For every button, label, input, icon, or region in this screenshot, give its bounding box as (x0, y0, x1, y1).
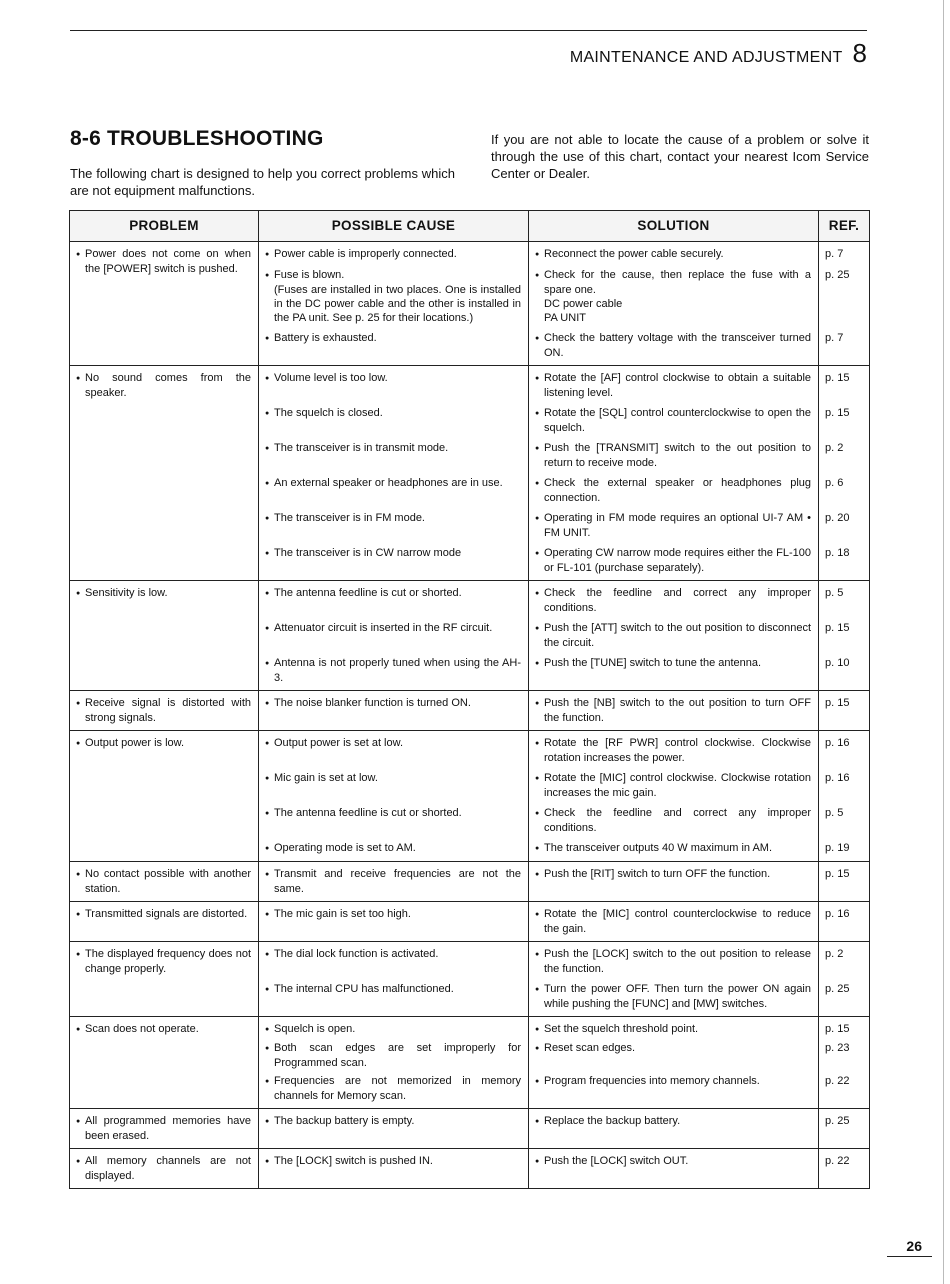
ref-entry (825, 1041, 865, 1070)
cause-text: ● The internal CPU has malfunctioned. (265, 982, 521, 997)
solution-entry (535, 656, 811, 685)
cause-cell (259, 1149, 529, 1189)
cause-text: ● The transceiver is in transmit mode. (265, 441, 521, 456)
problem-text: ● All programmed memories have been erased. (76, 1114, 251, 1143)
ref-text: p. 5 (825, 587, 844, 599)
solution-text: ● Rotate the [SQL] control counterclockwise to open the squelch. (535, 406, 811, 435)
cause-text: ● Transmit and receive frequencies are not the same. (265, 867, 521, 896)
solution-text: ● Push the [LOCK] switch to the out position to release the function. (535, 947, 811, 976)
ref-entry (825, 736, 865, 765)
cause-text: ● The backup battery is empty. (265, 1114, 521, 1129)
problem-text: ● Receive signal is distorted with strong signals. (76, 696, 251, 725)
cause-cell (259, 1109, 529, 1149)
solution-entry (535, 406, 811, 435)
solution-text: ● Reset scan edges. (535, 1041, 811, 1056)
solution-text: ● Check the external speaker or headphones plug connection. (535, 476, 811, 505)
ref-entry (825, 771, 865, 800)
solution-entry (535, 696, 811, 725)
solution-entry (535, 586, 811, 615)
solution-text: ● Replace the backup battery. (535, 1114, 811, 1129)
section-title: 8-6 TROUBLESHOOTING (70, 127, 324, 150)
ref-entry (825, 371, 865, 400)
problem-cell (70, 581, 259, 691)
header-ref: REF. (819, 211, 870, 242)
ref-cell (819, 1109, 870, 1149)
problem-cell (70, 862, 259, 902)
solution-cell (529, 902, 819, 942)
ref-text: p. 25 (825, 269, 850, 281)
ref-text: p. 15 (825, 407, 850, 419)
cause-entry (265, 1074, 521, 1103)
problem-cell (70, 1109, 259, 1149)
solution-entry (535, 867, 811, 896)
cause-entry (265, 1114, 521, 1129)
problem-cell (70, 942, 259, 1017)
solution-text: ● Check for the cause, then replace the fuse with a spare one. DC power cable PA UNIT (535, 268, 811, 325)
header-problem: PROBLEM (70, 211, 259, 242)
page-number-rule (887, 1256, 932, 1257)
service-note-paragraph: If you are not able to locate the cause of a problem or solve it through the use of this chart, contact your nearest Icom Service Center or Dealer. (491, 132, 869, 181)
ref-entry (825, 1154, 865, 1169)
cause-text: ● The dial lock function is activated. (265, 947, 521, 962)
ref-cell (819, 862, 870, 902)
chapter-header (570, 38, 867, 69)
cause-entry (265, 736, 521, 765)
solution-text: ● Push the [LOCK] switch OUT. (535, 1154, 811, 1169)
solution-text: ● Operating in FM mode requires an optional UI-7 AM • FM UNIT. (535, 511, 811, 540)
ref-cell (819, 731, 870, 862)
solution-entry (535, 371, 811, 400)
ref-entry (825, 247, 865, 262)
ref-entry (825, 268, 865, 325)
ref-entry (825, 586, 865, 615)
cause-entry (265, 546, 521, 575)
intro-paragraph: The following chart is designed to help you correct problems which are not equipment malfunctions. (70, 166, 455, 198)
solution-entry (535, 546, 811, 575)
cause-entry (265, 841, 521, 856)
solution-entry (535, 841, 811, 856)
solution-cell (529, 1149, 819, 1189)
ref-entry (825, 511, 865, 540)
cause-entry (265, 331, 521, 360)
table-row (70, 1149, 870, 1189)
table-row (70, 366, 870, 581)
ref-text: p. 16 (825, 772, 850, 784)
table-row (70, 581, 870, 691)
solution-text: ● Push the [ATT] switch to the out position to disconnect the circuit. (535, 621, 811, 650)
problem-cell (70, 691, 259, 731)
solution-cell (529, 731, 819, 862)
ref-entry (825, 476, 865, 505)
solution-text: ● Set the squelch threshold point. (535, 1022, 811, 1037)
cause-text: ● The noise blanker function is turned ON. (265, 696, 521, 711)
ref-text: p. 2 (825, 442, 844, 454)
cause-text: ● Antenna is not properly tuned when using the AH-3. (265, 656, 521, 685)
ref-entry (825, 546, 865, 575)
ref-entry (825, 982, 865, 1011)
solution-text: ● Rotate the [MIC] control clockwise. Clockwise rotation increases the mic gain. (535, 771, 811, 800)
cause-text: ● The [LOCK] switch is pushed IN. (265, 1154, 521, 1169)
solution-entry (535, 247, 811, 262)
ref-text: p. 23 (825, 1042, 850, 1054)
cause-text: ● Frequencies are not memorized in memory channels for Memory scan. (265, 1074, 521, 1103)
ref-text: p. 7 (825, 248, 844, 260)
ref-text: p. 16 (825, 737, 850, 749)
cause-text: ● An external speaker or headphones are in use. (265, 476, 521, 491)
solution-entry (535, 1041, 811, 1070)
troubleshooting-table (69, 210, 870, 1189)
problem-cell (70, 1149, 259, 1189)
ref-text: p. 18 (825, 547, 850, 559)
solution-entry (535, 621, 811, 650)
solution-entry (535, 1074, 811, 1103)
ref-text: p. 19 (825, 842, 850, 854)
chapter-title: MAINTENANCE AND ADJUSTMENT (569, 49, 843, 66)
ref-text: p. 22 (825, 1155, 850, 1167)
solution-entry (535, 806, 811, 835)
ref-entry (825, 441, 865, 470)
cause-entry (265, 696, 521, 725)
ref-text: p. 22 (825, 1075, 850, 1087)
top-rule (70, 30, 867, 31)
cause-text: ● Attenuator circuit is inserted in the RF circuit. (265, 621, 521, 636)
problem-cell (70, 242, 259, 366)
cause-cell (259, 1017, 529, 1109)
ref-text: p. 25 (825, 983, 850, 995)
solution-cell (529, 691, 819, 731)
solution-entry (535, 947, 811, 976)
cause-cell (259, 862, 529, 902)
problem-text: ● Power does not come on when the [POWER] switch is pushed. (76, 247, 251, 276)
cause-entry (265, 806, 521, 835)
solution-entry (535, 736, 811, 765)
cause-entry (265, 867, 521, 896)
ref-entry (825, 907, 865, 936)
ref-entry (825, 806, 865, 835)
problem-text: ● All memory channels are not displayed. (76, 1154, 251, 1183)
problem-text: ● Output power is low. (76, 736, 251, 751)
cause-entry (265, 441, 521, 470)
solution-text: ● Rotate the [MIC] control counterclockwise to reduce the gain. (535, 907, 811, 936)
cause-text: ● Squelch is open. (265, 1022, 521, 1037)
solution-text: ● Check the feedline and correct any improper conditions. (535, 586, 811, 615)
ref-text: p. 20 (825, 512, 850, 524)
solution-text: ● Push the [NB] switch to the out position to turn OFF the function. (535, 696, 811, 725)
problem-text: ● Transmitted signals are distorted. (76, 907, 251, 922)
table-body (70, 242, 870, 1189)
solution-text: ● Operating CW narrow mode requires either the FL-100 or FL-101 (purchase separately). (535, 546, 811, 575)
table-row (70, 902, 870, 942)
ref-text: p. 25 (825, 1115, 850, 1127)
solution-entry (535, 511, 811, 540)
table-row (70, 942, 870, 1017)
cause-entry (265, 511, 521, 540)
cause-entry (265, 947, 521, 976)
ref-text: p. 6 (825, 477, 844, 489)
solution-entry (535, 1154, 811, 1169)
problem-text: ● No sound comes from the speaker. (76, 371, 251, 400)
ref-cell (819, 581, 870, 691)
cause-cell (259, 242, 529, 366)
problem-text: ● Sensitivity is low. (76, 586, 251, 601)
solution-text: ● Check the feedline and correct any improper conditions. (535, 806, 811, 835)
solution-text: ● Rotate the [AF] control clockwise to obtain a suitable listening level. (535, 371, 811, 400)
ref-entry (825, 1022, 865, 1037)
solution-cell (529, 862, 819, 902)
ref-cell (819, 1017, 870, 1109)
cause-text: ● The transceiver is in CW narrow mode (265, 546, 521, 561)
page-edge-line (943, 0, 944, 1284)
ref-cell (819, 242, 870, 366)
ref-cell (819, 942, 870, 1017)
solution-entry (535, 1022, 811, 1037)
solution-entry (535, 771, 811, 800)
ref-entry (825, 841, 865, 856)
ref-text: p. 16 (825, 908, 850, 920)
solution-entry (535, 1114, 811, 1129)
cause-text: ● The squelch is closed. (265, 406, 521, 421)
solution-text: ● Program frequencies into memory channels. (535, 1074, 811, 1089)
cause-entry (265, 656, 521, 685)
solution-text: ● Rotate the [RF PWR] control clockwise. Clockwise rotation increases the power. (535, 736, 811, 765)
solution-entry (535, 907, 811, 936)
ref-text: p. 15 (825, 697, 850, 709)
cause-entry (265, 476, 521, 505)
ref-text: p. 15 (825, 868, 850, 880)
cause-text: ● Volume level is too low. (265, 371, 521, 386)
solution-entry (535, 476, 811, 505)
solution-text: ● Turn the power OFF. Then turn the power ON again while pushing the [FUNC] and [MW] switches. (535, 982, 811, 1011)
ref-entry (825, 696, 865, 725)
problem-text: ● The displayed frequency does not change properly. (76, 947, 251, 976)
solution-cell (529, 1109, 819, 1149)
cause-entry (265, 1154, 521, 1169)
cause-entry (265, 586, 521, 615)
ref-entry (825, 1114, 865, 1129)
cause-text: ● Battery is exhausted. (265, 331, 521, 346)
cause-entry (265, 1041, 521, 1070)
problem-text: ● Scan does not operate. (76, 1022, 251, 1037)
cause-entry (265, 1022, 521, 1037)
cause-entry (265, 371, 521, 400)
table-row (70, 731, 870, 862)
ref-cell (819, 691, 870, 731)
solution-cell (529, 366, 819, 581)
table-row (70, 1109, 870, 1149)
ref-entry (825, 331, 865, 360)
cause-text: ● Power cable is improperly connected. (265, 247, 521, 262)
problem-cell (70, 366, 259, 581)
ref-entry (825, 406, 865, 435)
solution-entry (535, 331, 811, 360)
cause-cell (259, 902, 529, 942)
cause-text: ● The antenna feedline is cut or shorted. (265, 806, 521, 821)
table-row (70, 1017, 870, 1109)
ref-text: p. 15 (825, 1023, 850, 1035)
cause-text: ● The transceiver is in FM mode. (265, 511, 521, 526)
table-row (70, 242, 870, 366)
ref-entry (825, 656, 865, 685)
cause-cell (259, 691, 529, 731)
cause-entry (265, 982, 521, 1011)
ref-text: p. 2 (825, 948, 844, 960)
page-number: 26 (906, 1238, 922, 1254)
cause-text: ● Mic gain is set at low. (265, 771, 521, 786)
problem-cell (70, 731, 259, 862)
cause-cell (259, 581, 529, 691)
cause-entry (265, 406, 521, 435)
table-row (70, 862, 870, 902)
solution-text: ● The transceiver outputs 40 W maximum in AM. (535, 841, 811, 856)
ref-entry (825, 867, 865, 896)
ref-text: p. 5 (825, 807, 844, 819)
cause-cell (259, 366, 529, 581)
solution-text: ● Check the battery voltage with the transceiver turned ON. (535, 331, 811, 360)
cause-text: ● Fuse is blown. (Fuses are installed in two places. One is installed in the DC power cable and the other is installed in the PA unit. See p. 25 for their locations.) (265, 268, 521, 325)
ref-entry (825, 621, 865, 650)
ref-cell (819, 366, 870, 581)
ref-entry (825, 1074, 865, 1103)
ref-text: p. 15 (825, 622, 850, 634)
solution-entry (535, 982, 811, 1011)
problem-cell (70, 1017, 259, 1109)
cause-cell (259, 942, 529, 1017)
solution-cell (529, 242, 819, 366)
cause-entry (265, 907, 521, 936)
solution-cell (529, 1017, 819, 1109)
problem-cell (70, 902, 259, 942)
cause-text: ● Both scan edges are set improperly for Programmed scan. (265, 1041, 521, 1070)
solution-text: ● Push the [RIT] switch to turn OFF the function. (535, 867, 811, 882)
ref-cell (819, 902, 870, 942)
solution-cell (529, 942, 819, 1017)
solution-text: ● Reconnect the power cable securely. (535, 247, 811, 262)
ref-text: p. 10 (825, 657, 850, 669)
header-possible-cause: POSSIBLE CAUSE (259, 211, 529, 242)
ref-text: p. 15 (825, 372, 850, 384)
solution-entry (535, 268, 811, 325)
chapter-number: 8 (852, 38, 867, 68)
cause-text: ● Operating mode is set to AM. (265, 841, 521, 856)
cause-entry (265, 621, 521, 650)
solution-text: ● Push the [TUNE] switch to tune the antenna. (535, 656, 811, 671)
table-header-row (70, 211, 870, 242)
ref-cell (819, 1149, 870, 1189)
cause-text: ● The antenna feedline is cut or shorted. (265, 586, 521, 601)
cause-cell (259, 731, 529, 862)
cause-entry (265, 247, 521, 262)
solution-cell (529, 581, 819, 691)
ref-entry (825, 947, 865, 976)
table-row (70, 691, 870, 731)
header-solution: SOLUTION (529, 211, 819, 242)
cause-text: ● Output power is set at low. (265, 736, 521, 751)
cause-entry (265, 771, 521, 800)
problem-text: ● No contact possible with another station. (76, 867, 251, 896)
ref-text: p. 7 (825, 332, 844, 344)
cause-text: ● The mic gain is set too high. (265, 907, 521, 922)
solution-entry (535, 441, 811, 470)
cause-entry (265, 268, 521, 325)
solution-text: ● Push the [TRANSMIT] switch to the out position to return to receive mode. (535, 441, 811, 470)
